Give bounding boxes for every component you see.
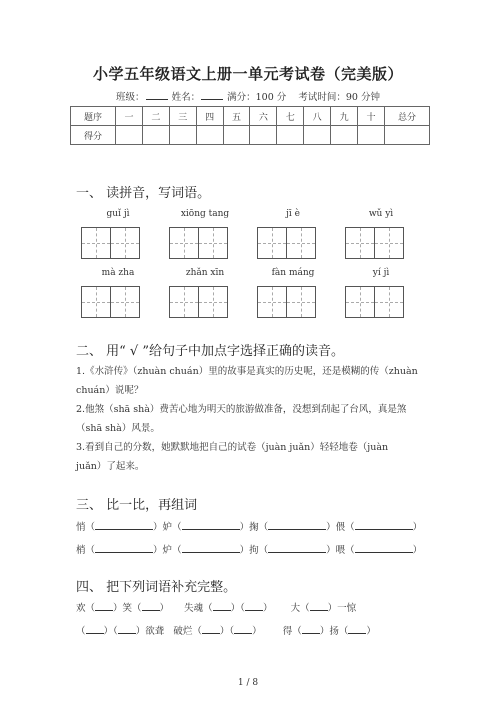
score-cell: 总分 <box>385 107 430 126</box>
idiom-text: ） <box>252 626 262 637</box>
writing-grid[interactable] <box>345 286 404 318</box>
writing-grid[interactable] <box>81 227 140 259</box>
writing-grid[interactable] <box>81 286 140 318</box>
class-label: 班级： <box>116 92 145 103</box>
score-table-score-row <box>71 126 430 145</box>
score-cell: 八 <box>304 107 331 126</box>
idiom-row <box>76 600 356 614</box>
idiom-text: ）（ <box>230 603 245 614</box>
score-row-label: 得分 <box>71 126 116 145</box>
answer-blank[interactable] <box>95 600 113 611</box>
exam-info <box>0 89 496 103</box>
idiom-text: 失魂（ <box>184 603 213 614</box>
score-cell: 六 <box>250 107 277 126</box>
exam-time: 考试时间：90 分钟 <box>298 92 380 103</box>
answer-blank[interactable] <box>355 519 413 530</box>
score-input-cell[interactable] <box>385 126 430 145</box>
pinyin-label: wǔ yì <box>368 209 394 219</box>
idiom-text: ） <box>366 626 376 637</box>
score-cell: 五 <box>223 107 250 126</box>
pinyin-label: xiōng tang <box>180 209 230 219</box>
idiom-text: ） <box>262 603 273 614</box>
answer-blank[interactable] <box>268 519 326 530</box>
char: 拘 <box>249 545 259 556</box>
score-input-cell[interactable] <box>250 126 277 145</box>
idiom-text: 破烂（ <box>173 626 202 637</box>
section4-heading: 四、 把下列词语补充完整。 <box>76 580 237 595</box>
score-input-cell[interactable] <box>331 126 358 145</box>
answer-blank[interactable] <box>142 600 160 611</box>
answer-blank[interactable] <box>182 542 240 553</box>
answer-blank[interactable] <box>95 519 153 530</box>
class-blank <box>146 90 168 100</box>
pinyin-label: yí jì <box>372 268 390 278</box>
answer-blank[interactable] <box>302 623 320 634</box>
score-cell: 二 <box>142 107 169 126</box>
score-input-cell[interactable] <box>223 126 250 145</box>
compare-row: 悄（ ）妒（ ）掬（ ）偎（ ） <box>76 519 422 533</box>
writing-grid[interactable] <box>257 227 316 259</box>
char: 炉 <box>162 545 173 556</box>
idiom-text: ） <box>159 603 170 614</box>
score-cell: 十 <box>358 107 385 126</box>
score-input-cell[interactable] <box>142 126 169 145</box>
idiom-row <box>76 623 376 637</box>
name-blank <box>201 90 223 100</box>
score-cell: 题序 <box>71 107 116 126</box>
idiom-text: ）（ <box>103 626 118 637</box>
question-line: 2.他煞（shā shà）费苦心地为明天的旅游做准备，没想到刮起了台风，真是煞 <box>76 404 407 415</box>
full-score: 满分：100 分 <box>227 92 287 103</box>
score-input-cell[interactable] <box>169 126 196 145</box>
section1-heading: 一、 读拼音，写词语。 <box>76 186 211 201</box>
score-table <box>70 106 430 145</box>
char: 梢 <box>76 545 86 556</box>
score-input-cell[interactable] <box>116 126 143 145</box>
question-line: chuán）说呢？ <box>76 385 144 396</box>
question-line: juǎn）了起来。 <box>76 461 145 472</box>
score-table-header-row <box>71 107 430 126</box>
answer-blank[interactable] <box>86 623 104 634</box>
score-input-cell[interactable] <box>196 126 223 145</box>
score-cell: 三 <box>169 107 196 126</box>
idiom-text: （ <box>76 626 86 637</box>
idiom-text: 得（ <box>282 626 302 637</box>
score-cell: 一 <box>116 107 143 126</box>
question-line: 3.看到自己的分数，她默默地把自己的试卷（juàn juǎn）轻轻地卷（juàn <box>76 442 389 453</box>
pinyin-label: guǐ jì <box>106 209 130 219</box>
question-line: 1.《水浒传》（zhuàn chuán）里的故事是真实的历史呢，还是模糊的传（zhuàn <box>76 366 418 377</box>
pinyin-label: mà zha <box>101 268 135 278</box>
score-cell: 九 <box>331 107 358 126</box>
answer-blank[interactable] <box>202 623 220 634</box>
pinyin-label: zhǎn xīn <box>185 268 225 278</box>
answer-blank[interactable] <box>95 542 153 553</box>
score-cell: 四 <box>196 107 223 126</box>
char: 掬 <box>249 522 259 533</box>
char: 悄 <box>76 522 86 533</box>
idiom-text: ）（ <box>219 626 235 637</box>
answer-blank[interactable] <box>268 542 326 553</box>
idiom-text: ）笑（ <box>113 603 142 614</box>
answer-blank[interactable] <box>234 623 252 634</box>
score-cell: 七 <box>277 107 304 126</box>
idiom-text: ）一惊 <box>327 603 357 614</box>
writing-grid[interactable] <box>169 286 228 318</box>
answer-blank[interactable] <box>355 542 413 553</box>
answer-blank[interactable] <box>310 600 328 611</box>
answer-blank[interactable] <box>213 600 231 611</box>
idiom-text: 欢（ <box>76 603 96 614</box>
answer-blank[interactable] <box>118 623 136 634</box>
compare-row: 梢（ ）炉（ ）拘（ ）喂（ ） <box>76 542 422 556</box>
pinyin-label: jī è <box>286 209 300 219</box>
char: 妒 <box>162 522 173 533</box>
writing-grid[interactable] <box>257 286 316 318</box>
answer-blank[interactable] <box>182 519 240 530</box>
section3-heading: 三、 比一比，再组词 <box>76 498 198 513</box>
score-input-cell[interactable] <box>304 126 331 145</box>
score-input-cell[interactable] <box>277 126 304 145</box>
pinyin-label: fàn máng <box>271 268 315 278</box>
idiom-text: 大（ <box>290 603 310 614</box>
answer-blank[interactable] <box>245 600 263 611</box>
name-label: 姓名： <box>171 92 201 103</box>
section2-heading: 二、 用“ √ ”给句子中加点字选择正确的读音。 <box>76 344 344 359</box>
answer-blank[interactable] <box>348 623 366 634</box>
writing-grid[interactable] <box>345 227 404 259</box>
idiom-text: ）欲聋 <box>135 626 165 637</box>
writing-grid[interactable] <box>169 227 228 259</box>
page-number: 1 / 8 <box>237 678 259 688</box>
page-title: 小学五年级语文上册一单元考试卷（完美版） <box>92 65 403 83</box>
question-line: （shā shà）风景。 <box>76 423 160 434</box>
score-input-cell[interactable] <box>358 126 385 145</box>
char: 偎 <box>335 522 346 533</box>
char: 喂 <box>335 545 346 556</box>
idiom-text: ）扬（ <box>319 626 349 637</box>
